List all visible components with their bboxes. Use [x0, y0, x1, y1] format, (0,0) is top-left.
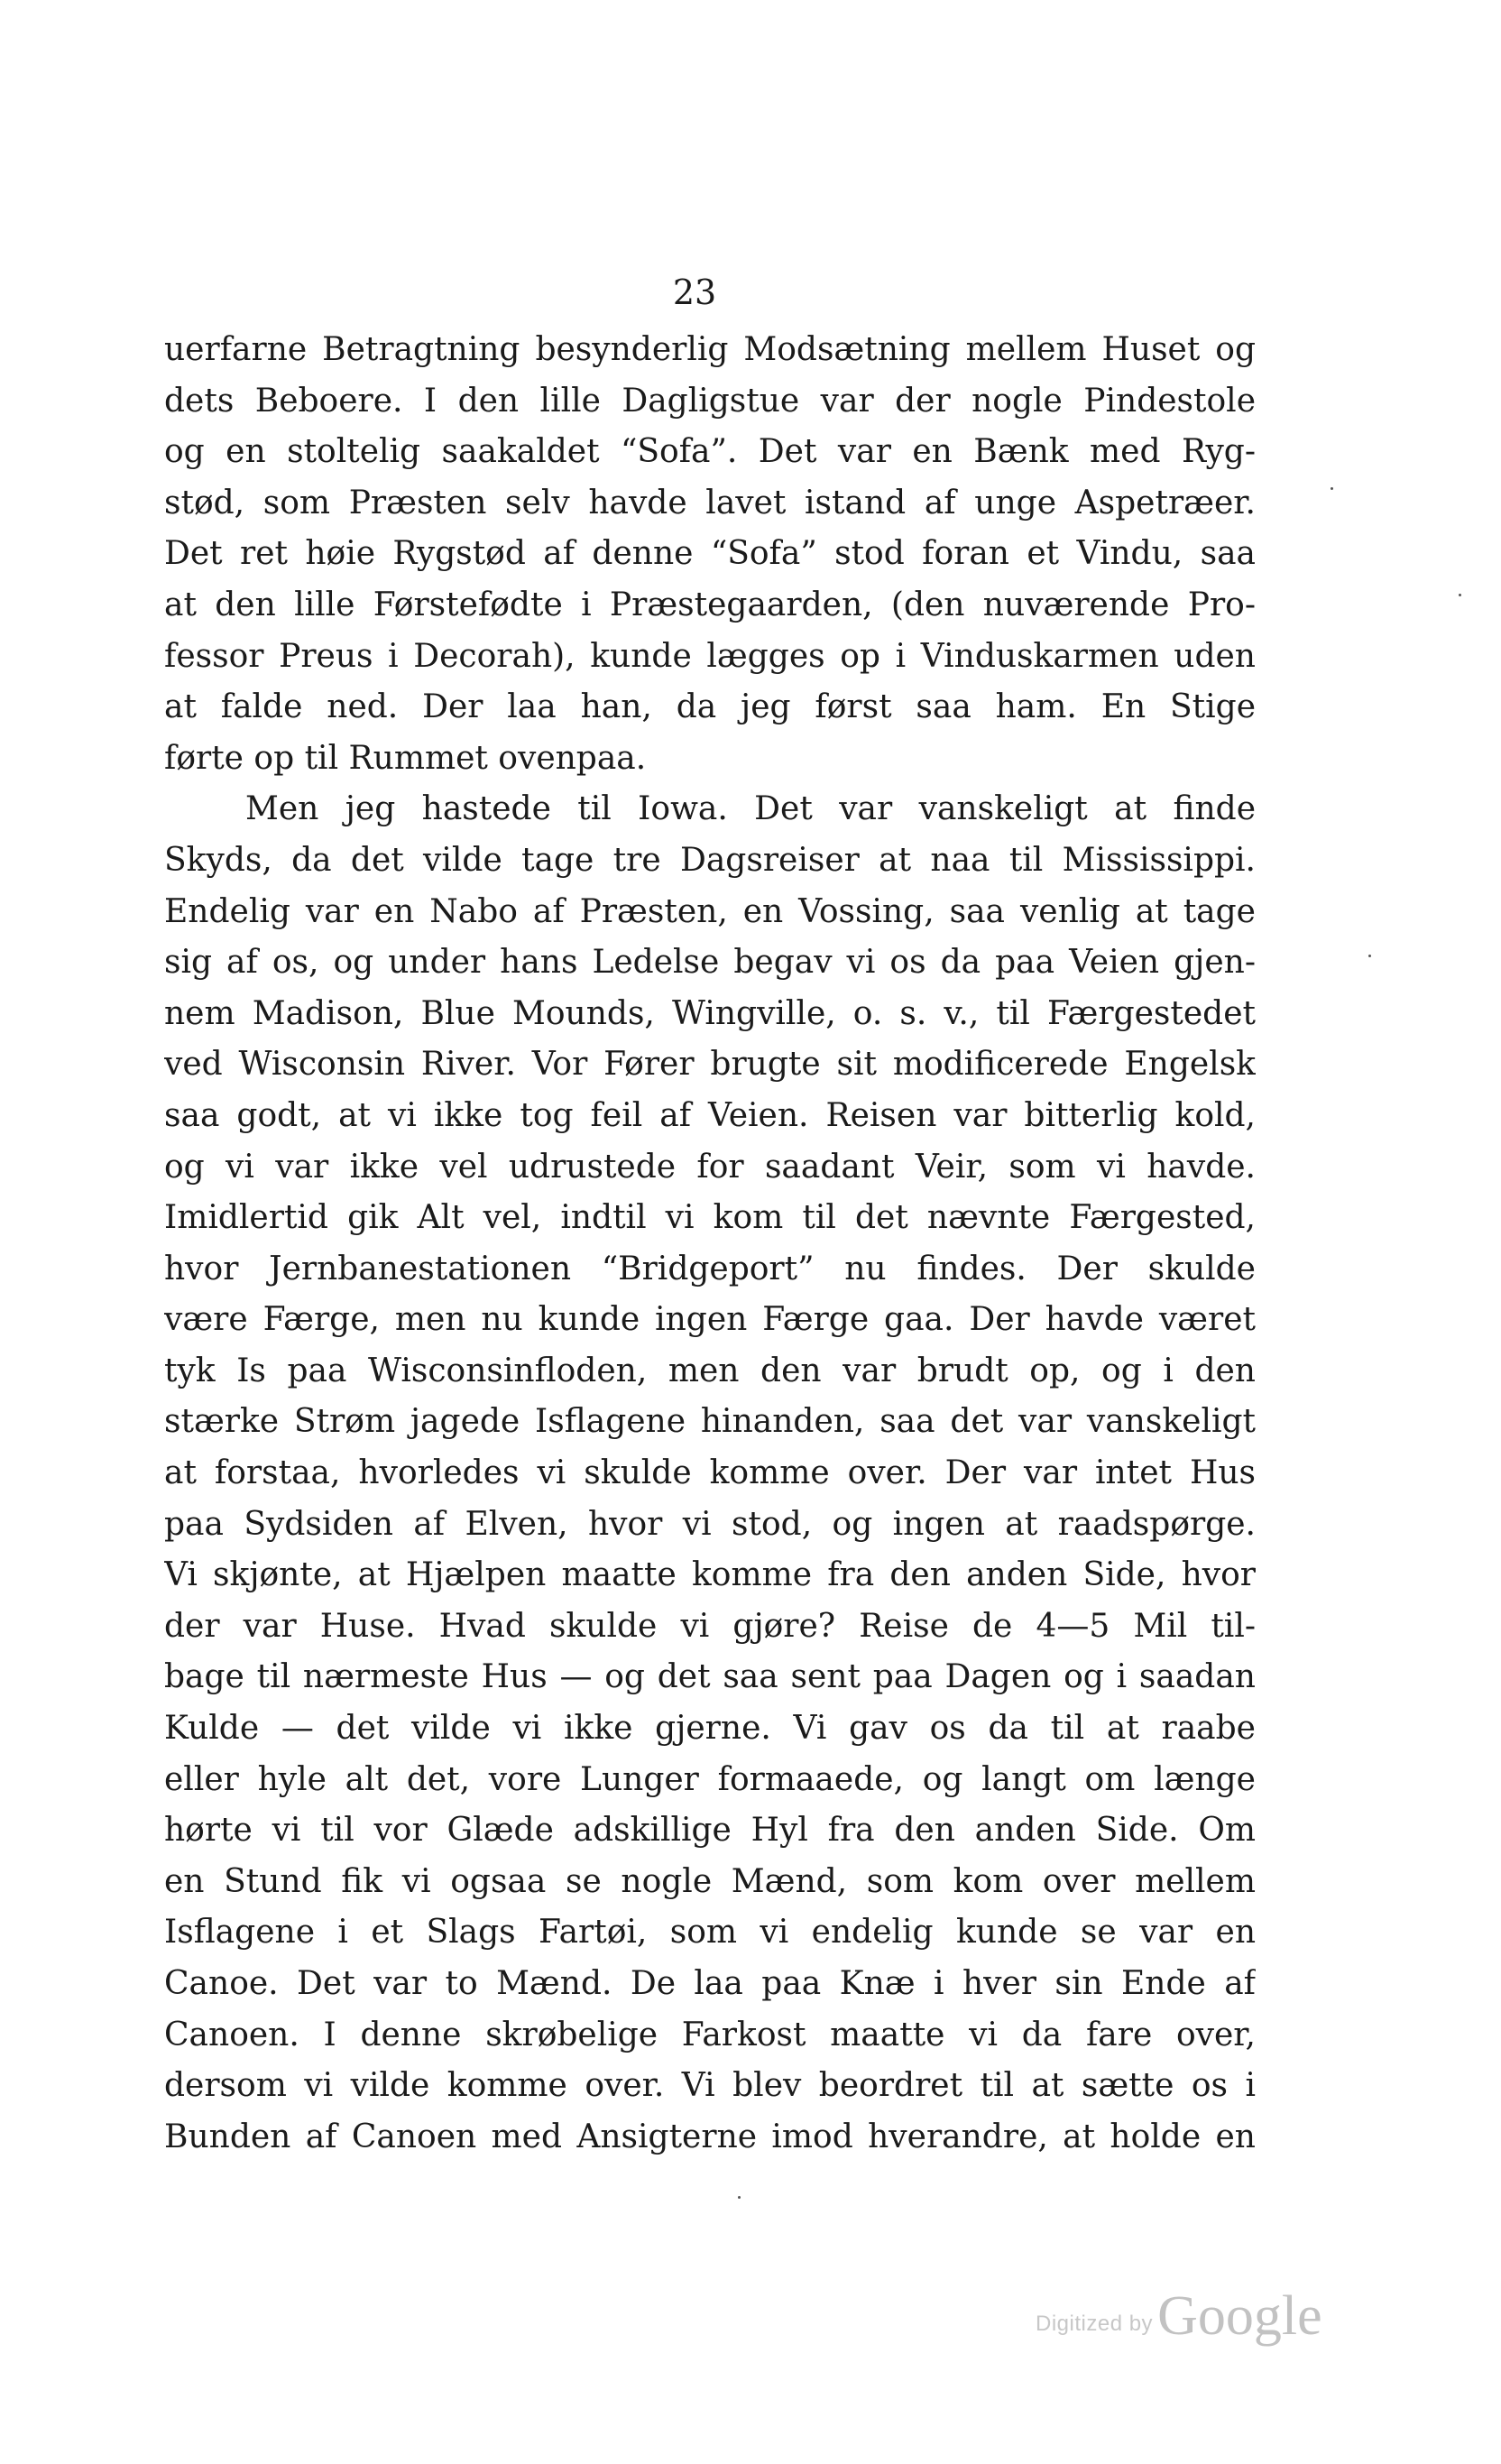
- body-text: [164, 325, 1256, 2163]
- scan-speck: [1459, 594, 1461, 596]
- text-line: hvor Jernbanestationen “Bridgeport” nu findes. Der skulde: [164, 1250, 1256, 1287]
- text-line: Vi skjønte, at Hjælpen maatte komme fra den anden Side, hvor: [164, 1556, 1256, 1594]
- text-line: bage til nærmeste Hus — og det saa sent paa Dagen og i saadan: [164, 1658, 1256, 1696]
- text-line: at forstaa, hvorledes vi skulde komme over. Der var intet Hus: [164, 1454, 1256, 1492]
- text-line: eller hyle alt det, vore Lunger formaaede, og langt om længe: [164, 1760, 1256, 1798]
- text-line: stærke Strøm jagede Isflagene hinanden, saa det var vanskeligt: [164, 1403, 1256, 1441]
- text-line: en Stund fik vi ogsaa se nogle Mænd, som kom over mellem: [164, 1862, 1256, 1900]
- text-line: være Færge, men nu kunde ingen Færge gaa. Der havde været: [164, 1301, 1256, 1339]
- text-line: Imidlertid gik Alt vel, indtil vi kom til det nævnte Færgested,: [164, 1199, 1256, 1237]
- text-line: at falde ned. Der laa han, da jeg først saa ham. En Stige: [164, 688, 1256, 726]
- text-line: sig af os, og under hans Ledelse begav vi os da paa Veien gjen-: [164, 944, 1256, 982]
- text-line: stød, som Præsten selv havde lavet istand af unge Aspetræer.: [164, 484, 1256, 521]
- text-line: og en stoltelig saakaldet “Sofa”. Det var en Bænk med Ryg-: [164, 433, 1256, 471]
- page-number: 23: [672, 272, 717, 312]
- text-line: hørte vi til vor Glæde adskillige Hyl fra den anden Side. Om: [164, 1812, 1256, 1850]
- text-line: førte op til Rummet ovenpaa.: [164, 739, 647, 777]
- text-line: uerfarne Betragtning besynderlig Modsætning mellem Huset og: [164, 331, 1256, 368]
- text-line: Endelig var en Nabo af Præsten, en Vossing, saa venlig at tage: [164, 892, 1256, 930]
- text-line: fessor Preus i Decorah), kunde lægges op i Vinduskarmen uden: [164, 637, 1256, 675]
- text-line: Isflagene i et Slags Fartøi, som vi endelig kunde se var en: [164, 1914, 1256, 1952]
- text-line: Kulde — det vilde vi ikke gjerne. Vi gav os da til at raabe: [164, 1710, 1256, 1748]
- scan-speck: [1331, 487, 1333, 490]
- text-line: Canoe. Det var to Mænd. De laa paa Knæ i hver sin Ende af: [164, 1965, 1256, 2002]
- text-line: og vi var ikke vel udrustede for saadant Veir, som vi havde.: [164, 1148, 1256, 1186]
- scan-speck: [1368, 955, 1371, 957]
- text-line: Det ret høie Rygstød af denne “Sofa” stod foran et Vindu, saa: [164, 535, 1256, 573]
- text-line: der var Huse. Hvad skulde vi gjøre? Reise de 4—5 Mil til-: [164, 1607, 1256, 1645]
- text-line: tyk Is paa Wisconsinfloden, men den var brudt op, og i den: [164, 1352, 1256, 1389]
- digitized-by-google-watermark: [1036, 2285, 1322, 2347]
- text-line: dets Beboere. I den lille Dagligstue var der nogle Pindestole: [164, 382, 1256, 420]
- text-line: ved Wisconsin River. Vor Fører brugte sit modificerede Engelsk: [164, 1046, 1256, 1084]
- text-line: Canoen. I denne skrøbelige Farkost maatte vi da fare over,: [164, 2016, 1256, 2053]
- scan-speck: [738, 2196, 741, 2199]
- text-line: paa Sydsiden af Elven, hvor vi stod, og ingen at raadspørge.: [164, 1505, 1256, 1543]
- text-line: dersom vi vilde komme over. Vi blev beordret til at sætte os i: [164, 2067, 1256, 2105]
- google-logo: Google: [1157, 2285, 1322, 2347]
- text-line: saa godt, at vi ikke tog feil af Veien. Reisen var bitterlig kold,: [164, 1096, 1256, 1134]
- text-line: Men jeg hastede til Iowa. Det var vanskeligt at finde: [245, 790, 1256, 828]
- text-line: at den lille Førstefødte i Præstegaarden, (den nuværende Pro-: [164, 586, 1256, 623]
- text-line: nem Madison, Blue Mounds, Wingville, o. s. v., til Færgestedet: [164, 994, 1256, 1032]
- text-line: Bunden af Canoen med Ansigterne imod hverandre, at holde en: [164, 2118, 1256, 2155]
- watermark-prefix: Digitized by: [1036, 2312, 1154, 2336]
- text-line: Skyds, da det vilde tage tre Dagsreiser at naa til Mississippi.: [164, 841, 1256, 879]
